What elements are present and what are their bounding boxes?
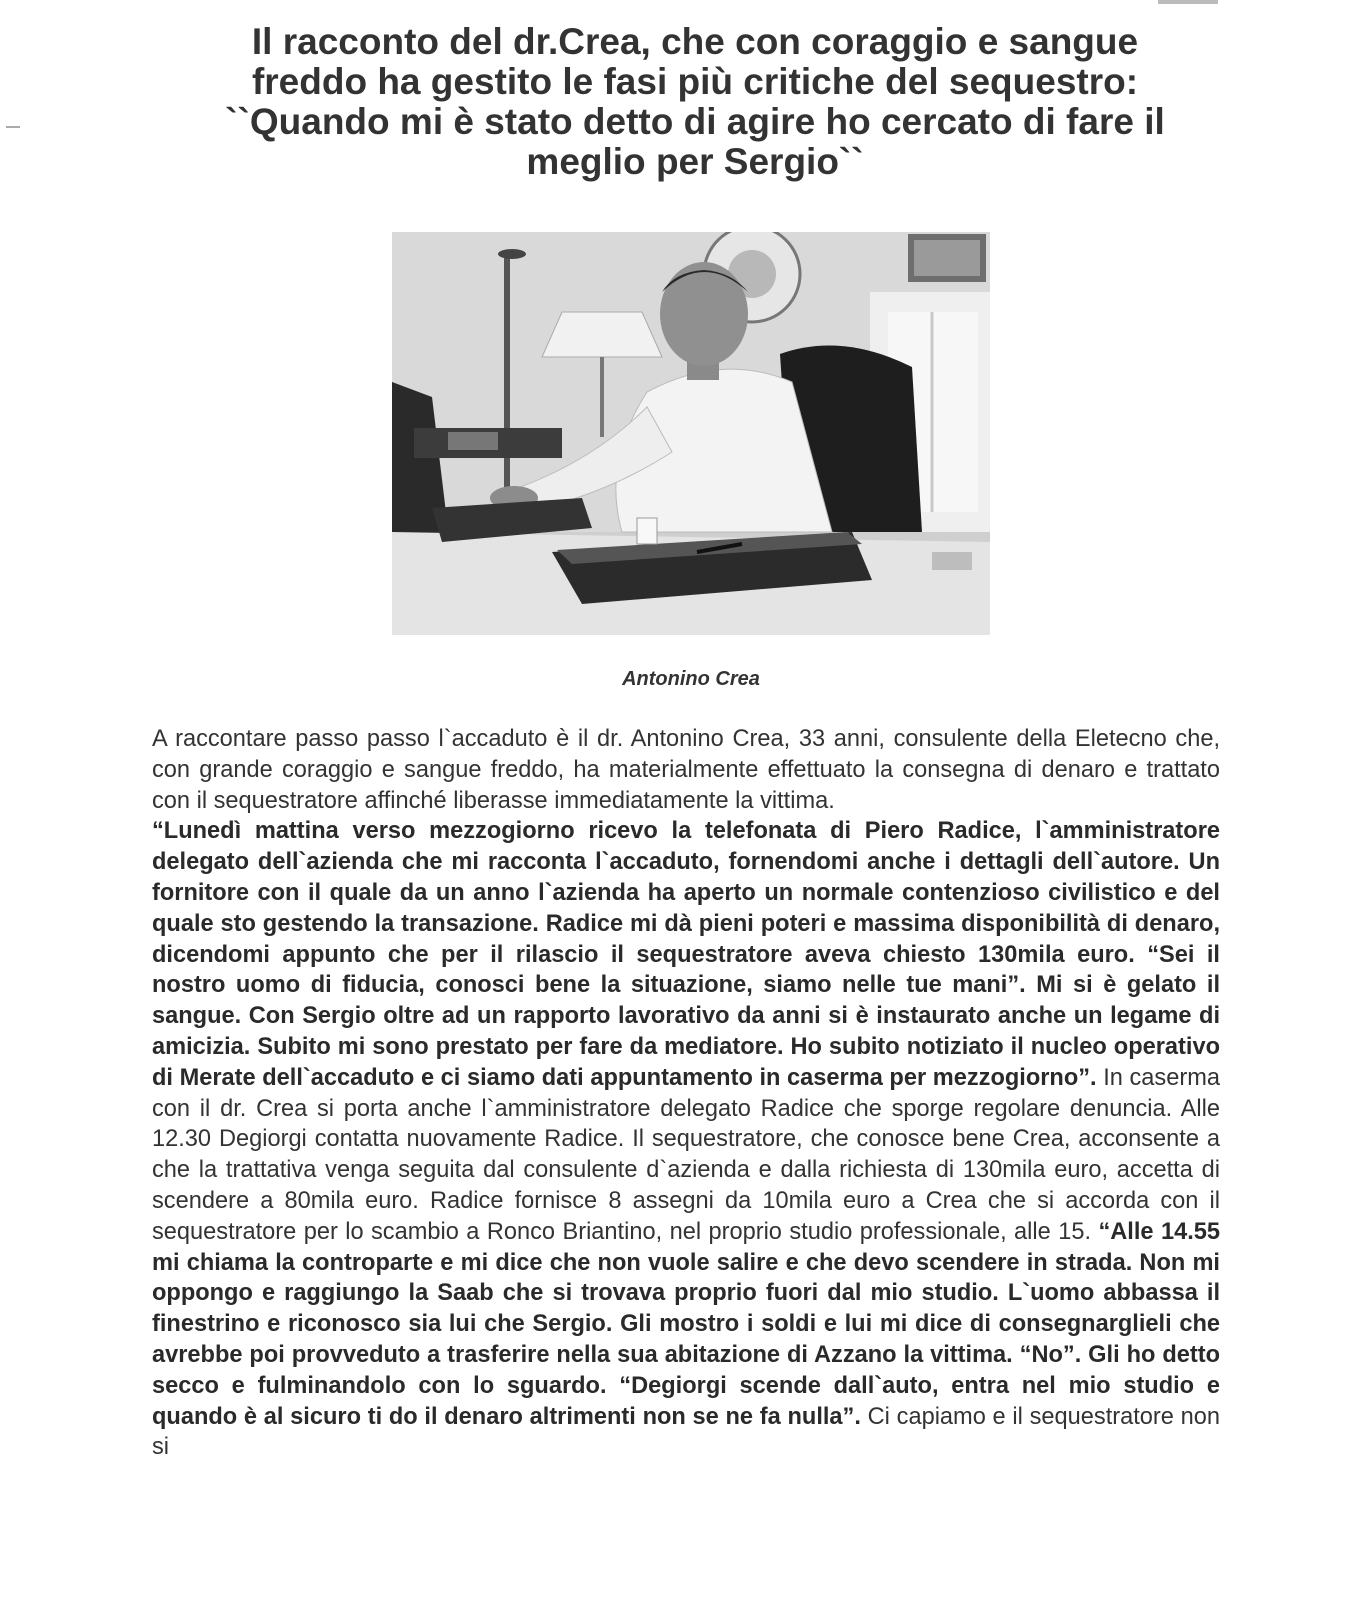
headline-line: freddo ha gestito le fasi più critiche del sequestro: (251, 61, 1139, 102)
quote-bold: “Alle 14.55 mi chiama la controparte e mi dice che non vuole salire e che devo scendere in strada. Non mi oppongo e raggiungo la Saab che si trovava proprio fuori dal mio studio. L`uomo abbassa il finestrino e riconosco sia lui che Sergio. Gli mostro i soldi e lui mi dice di consegnarglieli che avrebbe poi provveduto a trasferire nella sua abitazione di Azzano la vittima. “No”. Gli ho detto secco e fulminandolo con lo sguardo. “Degiorgi scende dall`auto, entra nel mio studio e quando è al sicuro ti do il denaro altrimenti non se ne fa nulla”. (152, 1218, 1220, 1430)
article-headline (150, 22, 1240, 182)
article-body (152, 724, 1220, 1463)
quote-bold: “Lunedì mattina verso mezzogiorno ricevo la telefonata di Piero Radice, l`amministratore delegato dell`azienda che mi racconta l`accaduto, fornendomi anche i dettagli dell`autore. Un fornitore con il quale da un anno l`azienda ha aperto un normale contenzioso civilistico e del quale sto gestendo la transazione. Radice mi dà pieni poteri e massima disponibilità di denaro, dicendomi appunto che per il rilascio il sequestratore aveva chiesto 130mila euro. “Sei il nostro uomo di fiducia, conosci bene la situazione, siamo nelle tue mani”. Mi si è gelato il sangue. Con Sergio oltre ad un rapporto lavorativo da anni si è instaurato anche un legame di amicizia. Subito mi sono prestato per fare da mediatore. Ho subito notiziato il nucleo operativo di Merate dell`accaduto e ci siamo dati appuntamento in caserma per mezzogiorno”. (152, 818, 1220, 1091)
scan-artifact (1158, 0, 1218, 4)
narrative-text: In caserma con il dr. Crea si porta anche l`amministratore delegato Radice che sporge regolare denuncia. Alle 12.30 Degiorgi contatta nuovamente Radice. Il sequestratore, che conosce bene Crea, acconsente a che la trattativa venga seguita dal consulente d`azienda e dalla richiesta di 130mila euro, accetta di scendere a 80mila euro. Radice fornisce 8 assegni da 10mila euro a Crea che si accorda con il sequestratore per lo scambio a Ronco Briantino, nel proprio studio professionale, alle 15. (152, 1064, 1220, 1245)
headline-line: Il racconto del dr.Crea, che con coraggio e sangue (251, 21, 1139, 62)
narrative-text: Ci capiamo e il sequestratore non si (152, 1403, 1220, 1461)
scan-artifact (6, 126, 20, 128)
office-photo-illustration (392, 232, 990, 635)
article-paragraph (152, 816, 1220, 1463)
article-paragraph: A raccontare passo passo l`accaduto è il dr. Antonino Crea, 33 anni, consulente della Eletecno che, con grande coraggio e sangue freddo, ha materialmente effettuato la consegna di denaro e trattato con il sequestratore affinché liberasse immediatamente la vittima. (152, 726, 1220, 814)
headline-line: meglio per Sergio`` (526, 141, 864, 182)
headline-line: ``Quando mi è stato detto di agire ho cercato di fare il (225, 101, 1165, 142)
article-photo (392, 232, 990, 635)
photo-caption: Antonino Crea (622, 668, 760, 690)
